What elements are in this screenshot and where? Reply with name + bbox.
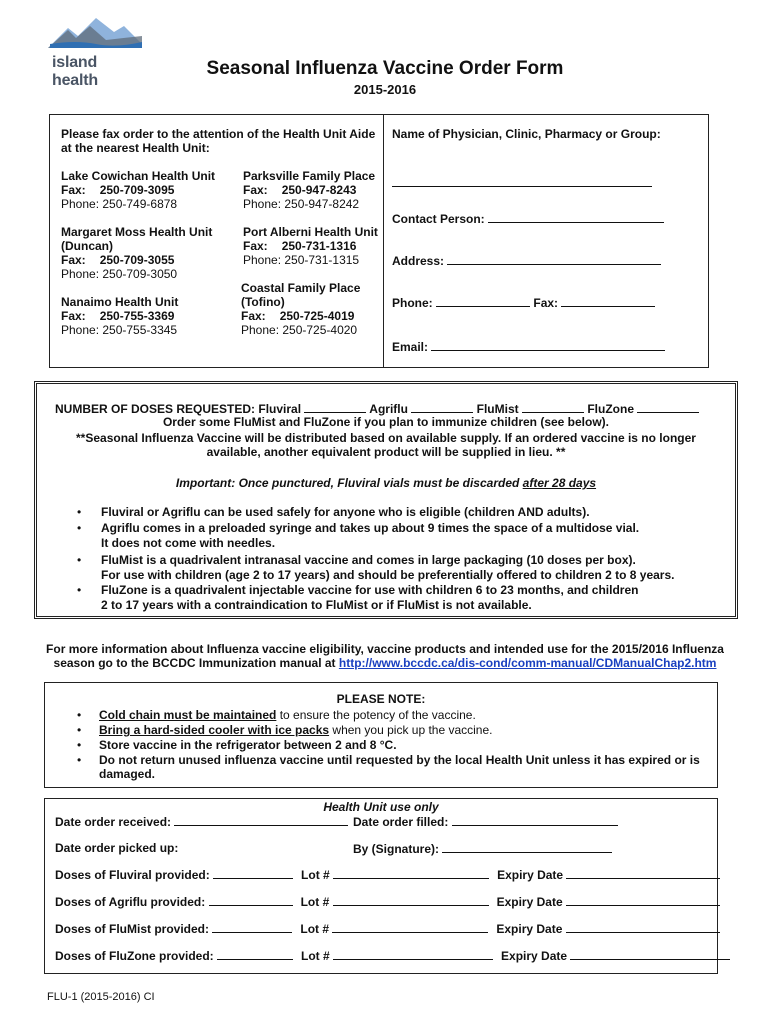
signature-field[interactable]: By (Signature): [353,841,612,856]
form-code-footer: FLU-1 (2015-2016) CI [47,991,155,1003]
please-note-title: PLEASE NOTE: [336,692,426,706]
note-item: Do not return unused influenza vaccine until requested by the local Health Unit unless it has expired or is [99,753,700,767]
unit-name-sub: (Tofino) [241,295,285,309]
bullet-text: Agriflu comes in a preloaded syringe and takes up about 9 times the space of a multidose vial. [101,521,640,535]
fax-intro-line-2: at the nearest Health Unit: [61,141,210,155]
please-note-box [44,682,718,788]
address-field[interactable] [392,253,661,268]
unit-name-sub: (Duncan) [61,239,113,253]
agriflu-provided-row[interactable]: Doses of Agriflu provided: Lot # Expiry Date [55,894,720,909]
unit-fax: Fax: 250-709-3095 [61,183,175,197]
bullet-text: It does not come with needles. [101,536,276,550]
logo-text: island health [52,54,98,89]
supply-note-line-1: **Seasonal Influenza Vaccine will be distributed based on available supply. If an ordered vaccine is no longer [76,431,696,445]
unit-name: Margaret Moss Health Unit [61,225,213,239]
date-received-field[interactable]: Date order received: [55,814,348,829]
form-year: 2015-2016 [353,82,417,97]
bccdc-manual-link[interactable]: http://www.bccdc.ca/dis-cond/comm-manual/CDManualChap2.htm [338,656,717,670]
unit-name: Port Alberni Health Unit [243,225,378,239]
bullet: • [77,583,82,597]
unit-fax: Fax: 250-709-3055 [61,253,175,267]
unit-phone: Phone: 250-709-3050 [61,267,178,281]
fluviral-doses-field[interactable] [304,401,366,413]
unit-fax: Fax: 250-947-8243 [243,183,357,197]
fax-intro-line-1: Please fax order to the attention of the Health Unit Aide [61,127,376,141]
bullet-text: Fluviral or Agriflu can be used safely for anyone who is eligible (children AND adults). [101,505,590,519]
unit-fax: Fax: 250-755-3369 [61,309,175,323]
note-item: Cold chain must be maintained to ensure the potency of the vaccine. [99,708,476,722]
unit-name: Lake Cowichan Health Unit [61,169,216,183]
date-picked-field[interactable]: Date order picked up: [55,841,179,855]
address-label: Address: [392,254,445,268]
bullet: • [77,708,82,722]
physician-name-label: Name of Physician, Clinic, Pharmacy or Group: [392,127,661,141]
physician-name-field[interactable] [392,175,652,190]
order-children-note: Order some FluMist and FluZone if you plan to immunize children (see below). [162,415,610,429]
email-label: Email: [392,340,429,354]
date-filled-field[interactable]: Date order filled: [353,814,618,829]
bullet: • [77,723,82,737]
page-title: Seasonal Influenza Vaccine Order Form [206,58,564,79]
phone-label: Phone: [392,296,433,310]
bullet: • [77,738,82,752]
more-info-line-1: For more information about Influenza vaccine eligibility, vaccine products and intended use for the 2015/2016 Influenza [46,642,724,656]
important-note: Important: Once punctured, Fluviral vials must be discarded after 28 days [175,476,597,490]
bullet: • [77,521,82,535]
doses-requested-line: NUMBER OF DOSES REQUESTED: Fluviral Agriflu FluMist FluZone [55,401,699,416]
bullet: • [77,505,82,519]
flumist-doses-field[interactable] [522,401,584,413]
bullet: • [77,553,82,567]
more-info-line-2: season go to the BCCDC Immunization manual at http://www.bccdc.ca/dis-cond/comm-manual/CDManualChap2.htm [53,656,717,670]
phone-fax-field[interactable] [392,295,655,310]
fax-contact-box [49,114,709,368]
unit-name: Parksville Family Place [243,169,376,183]
bullet-text: FluMist is a quadrivalent intranasal vaccine and comes in large packaging (10 doses per box). [101,553,636,567]
unit-fax: Fax: 250-725-4019 [241,309,355,323]
note-item-cont: damaged. [99,767,156,781]
flumist-provided-row[interactable]: Doses of FluMist provided: Lot # Expiry Date [55,921,720,936]
unit-phone: Phone: 250-755-3345 [61,323,178,337]
unit-phone: Phone: 250-731-1315 [243,253,360,267]
unit-phone: Phone: 250-725-4020 [241,323,358,337]
fluviral-provided-row[interactable]: Doses of Fluviral provided: Lot # Expiry Date [55,867,720,882]
doses-box [34,381,738,619]
fluzone-doses-field[interactable] [637,401,699,413]
fluzone-provided-row[interactable]: Doses of FluZone provided: Lot # Expiry Date [55,948,730,963]
unit-fax: Fax: 250-731-1316 [243,239,357,253]
unit-name: Coastal Family Place [241,281,361,295]
note-item: Bring a hard-sided cooler with ice packs when you pick up the vaccine. [99,723,493,737]
unit-phone: Phone: 250-749-6878 [61,197,178,211]
mountain-logo-icon [46,14,144,56]
health-unit-box [44,798,718,974]
bullet-text: For use with children (age 2 to 17 years) and should be preferentially offered to children 2 to 8 years. [101,568,675,582]
email-field[interactable] [392,339,665,354]
contact-person-field[interactable] [392,211,664,226]
unit-name: Nanaimo Health Unit [61,295,179,309]
fax-label: Fax: [533,296,559,310]
supply-note-line-2: available, another equivalent product will be supplied in lieu. ** [206,445,566,459]
bullet-text: FluZone is a quadrivalent injectable vaccine for use with children 6 to 23 months, and children [101,583,639,597]
unit-phone: Phone: 250-947-8242 [243,197,360,211]
column-divider [383,115,384,367]
bullet-text: 2 to 17 years with a contraindication to FluMist or if FluMist is not available. [101,598,532,612]
bullet: • [77,753,82,767]
note-item: Store vaccine in the refrigerator between 2 and 8 °C. [99,738,397,752]
agriflu-doses-field[interactable] [411,401,473,413]
contact-person-label: Contact Person: [392,212,485,226]
health-unit-title: Health Unit use only [323,800,439,814]
doses-label: NUMBER OF DOSES REQUESTED: [55,402,256,416]
